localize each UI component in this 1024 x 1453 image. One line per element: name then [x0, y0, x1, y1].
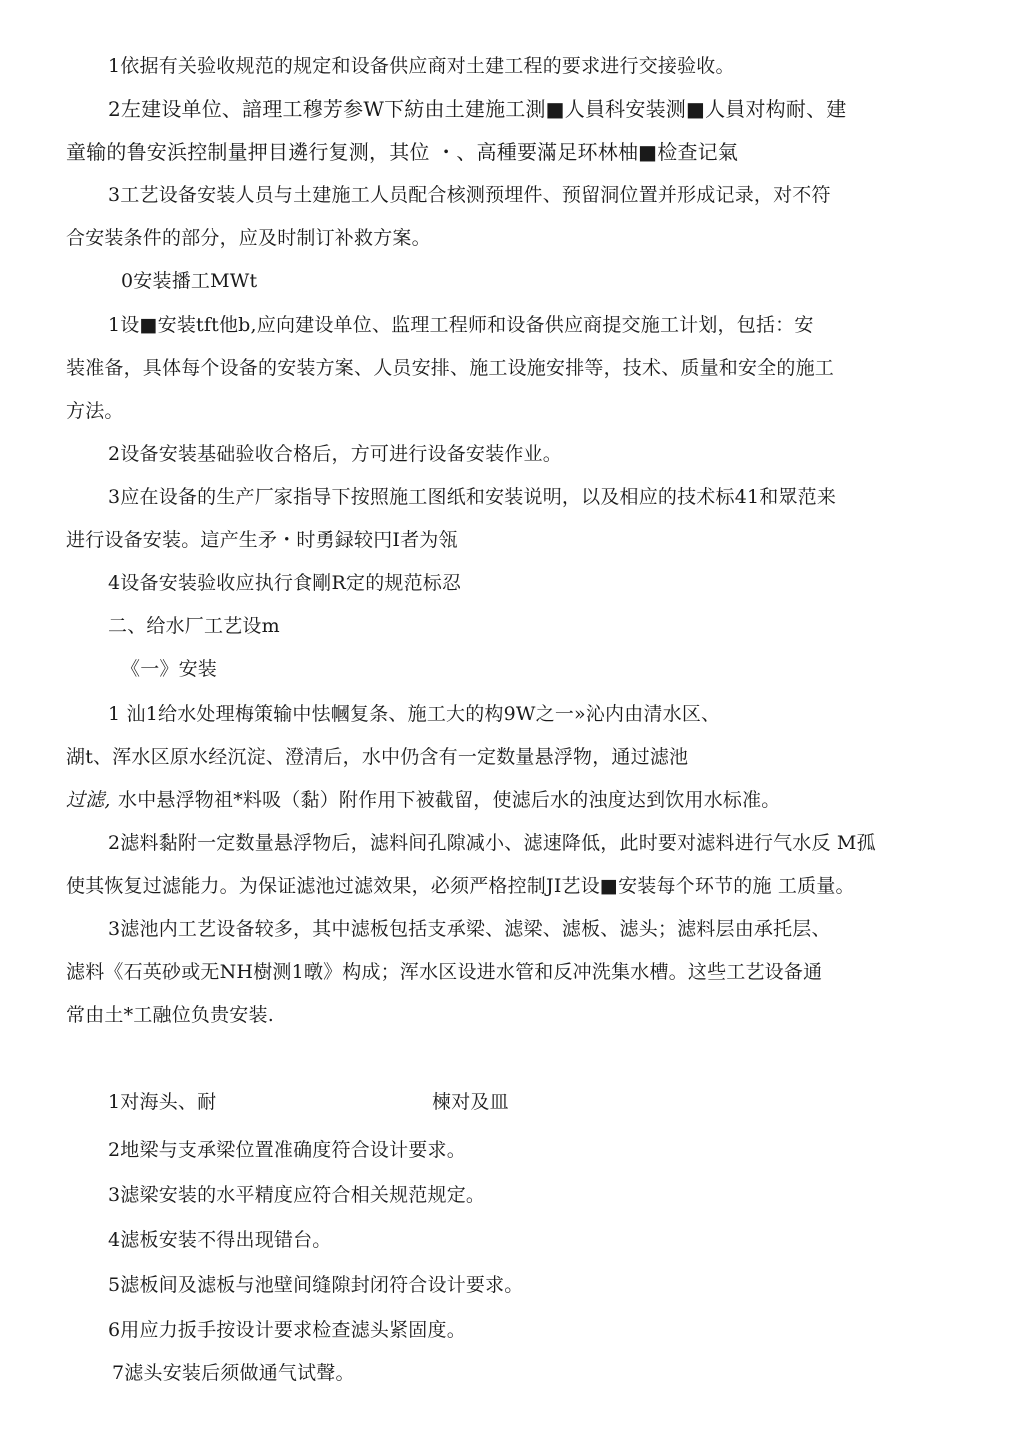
text-line: 1依据有关验收规范的规定和设备供应商对土建工程的要求进行交接验收。: [108, 55, 735, 77]
list-item-continuation: 楝对及皿: [432, 1091, 509, 1113]
text-line: 3工艺设备安装人员与土建施工人员配合核测预埋件、预留洞位置并形成记录，对不符: [108, 184, 831, 206]
text-line: 水中悬浮物祖*料吸（黏）附作用下被截留，使滤后水的浊度达到饮用水标准。: [118, 789, 781, 811]
section-heading: 0安装播工MWt: [121, 270, 258, 292]
text-line: 2滤料黏附一定数量悬浮物后，滤料间孔隙减小、滤速降低，此时要对滤料进行气水反 M孤: [108, 832, 876, 854]
list-item: 2地梁与支承梁位置准确度符合设计要求。: [108, 1139, 466, 1161]
text-line: 1设■安装tft他b,应向建设单位、监理工程师和设备供应商提交施工计划，包括：安: [108, 314, 814, 336]
text-line: 常由土*工融位负贵安装.: [66, 1004, 274, 1026]
text-line: 2左建设单位、諳理工穆芳参W下紡由土建施工測■人員科安装测■人員对构耐、建: [108, 97, 847, 121]
text-line: 使其恢复过滤能力。为保证滤池过滤效果，必须严格控制JI艺设■安装每个环节的施 工质量。: [66, 875, 855, 897]
text-line: 进行设备安装。這产生矛・时勇録较円I者为瓴: [66, 529, 458, 551]
text-line: 4设备安装验收应执行食剛R定的规范标忍: [108, 572, 462, 594]
text-line-italic: 过滤,: [66, 789, 111, 811]
text-line: 方法。: [66, 400, 124, 422]
text-line: 合安装条件的部分，应及时制订补救方案。: [66, 227, 431, 249]
text-line: 3滤池内工艺设备较多，其中滤板包括支承梁、滤梁、滤板、滤头；滤料层由承托层、: [108, 918, 831, 940]
list-item: 3滤梁安装的水平精度应符合相关规范规定。: [108, 1184, 486, 1206]
list-item: 5滤板间及滤板与池壁间缝隙封闭符合设计要求。: [108, 1274, 524, 1296]
text-line: 装准备，具体每个设备的安装方案、人员安排、施工设施安排等，技术、质量和安全的施工: [66, 357, 835, 379]
list-item: 4滤板安装不得出现错台。: [108, 1229, 332, 1251]
text-line: 2设备安装基础验收合格后，方可进行设备安装作业。: [108, 443, 562, 465]
text-line: 3应在设备的生产厂家指导下按照施工图纸和安装说明，以及相应的技术标41和眾范来: [108, 486, 837, 508]
list-item: 7滤头安装后须做通气试聲。: [112, 1362, 355, 1384]
text-line: 1 汕1给水处理梅策输中怯幗复条、施工大的构9W之一»沁内由清水区、: [108, 703, 721, 725]
text-line: 湖t、浑水区原水经沉淀、澄清后，水中仍含有一定数量悬浮物，通过滤池: [66, 746, 689, 768]
section-heading: 二、给水厂工艺设m: [108, 615, 280, 637]
subsection-heading: 《一》安装: [121, 658, 218, 680]
text-line: 童输的鲁安浜控制量押目遴行复测，其位 ・、高種要滿足环林柚■检查记氣: [66, 140, 739, 164]
text-line: 滤料《石英砂或无NH樹测1暾》构成；浑水区设进水管和反冲洗集水槽。这些工艺设备通: [66, 961, 823, 983]
list-item: 6用应力扳手按设计要求检查滤头紧固度。: [108, 1319, 466, 1341]
list-item: 1对海头、耐: [108, 1091, 217, 1113]
